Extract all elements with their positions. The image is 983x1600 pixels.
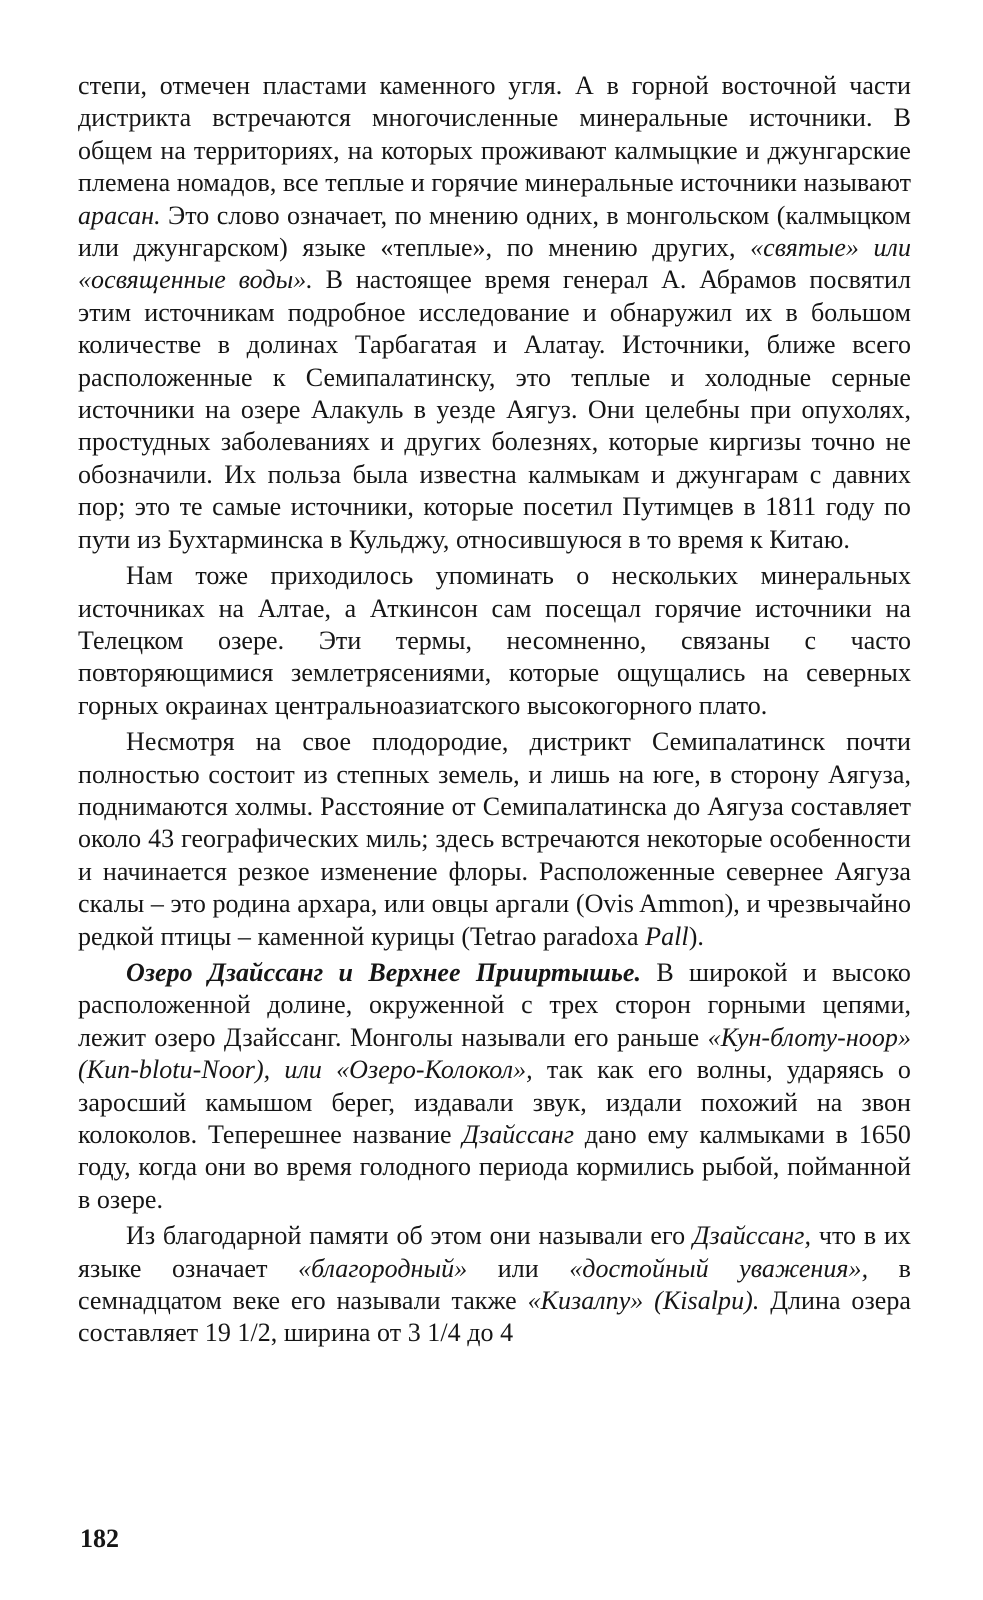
paragraph-5 <box>78 1220 911 1350</box>
text-segment: Из благодарной памяти об этом они называли его <box>126 1221 693 1251</box>
text-segment: Это слово означает, по мнению одних, в монгольском (калмыцком или джунгарском) языке «теплые», по мнению других, <box>78 200 911 263</box>
text-segment: Нам тоже приходилось упоминать о нескольких минеральных источниках на Алтае, а Аткинсон сам посещал горячие источники на Телецком озере. Эти термы, несомненно, связаны с часто повторяющимися землетрясениями, которые ощущались на северных горных окраинах центральноазиатского высокогорного плато. <box>78 561 911 720</box>
paragraph-2 <box>78 560 911 722</box>
paragraph-1 <box>78 70 911 556</box>
section-heading-inline: Озеро Дзайссанг и Верхнее Прииртышье. <box>126 957 642 987</box>
page-body <box>78 70 911 1350</box>
text-segment: В широкой и высоко расположенной долине, окруженной с трех сторон горными цепями, лежит озеро Дзайссанг. Монголы называли его раньше <box>78 957 911 1052</box>
paragraph-4 <box>78 957 911 1216</box>
text-segment: В настоящее время генерал А. Абрамов посвятил этим источникам подробное исследование и обнаружил их в большом количестве в долинах Тарбагатая и Алатау. Источники, ближе всего расположенные к Семипалатинску, это теплые и холодные серные источники на озере Алакуль в уезде Аягуз. Они целебны при опухолях, простудных заболеваниях и других болезнях, которые киргизы точно не обозначили. Их польза была известна калмыкам и джунгарам с давних пор; это те самые источники, которые посетил Путимцев в 1811 году по пути из Бухтарминска в Кульджу, относившуюся в то время к Китаю. <box>78 265 912 554</box>
text-segment: или <box>467 1253 570 1283</box>
text-segment: так как его волны, ударяясь о заросший камышом берег, издавали звук, издали похожий на звон колоколов. Теперешнее название <box>78 1055 911 1149</box>
text-segment: дано ему калмыками в 1650 году, когда они во время голодного периода кормились рыбой, пойманной в озере. <box>78 1120 911 1214</box>
text-segment: Несмотря на свое плодородие, дистрикт Семипалатинск почти полностью состоит из степных земель, и лишь на юге, в сторону Аягуза, поднимаются холмы. Расстояние от Семипалатинска до Аягуза составляет около 43 географических миль; здесь встречаются некоторые особенности и начинается резкое изменение флоры. Расположенные севернее Аягуза скалы – это родина архара, или овцы аргали (Ovis Ammon), и чрезвычайно редкой птицы – каменной курицы (Tetrao paradoxa <box>78 727 911 951</box>
page-number: 182 <box>80 1524 119 1553</box>
text-segment-italic: Pall <box>645 921 689 951</box>
text-segment-italic: «Кун-блоту-ноор» (Kun-blotu-Noor), или «Озеро-Колокол», <box>78 1022 911 1085</box>
paragraph-3 <box>78 726 911 953</box>
text-segment: в семнадцатом веке его называли также <box>78 1253 911 1316</box>
text-segment-italic: «Кизалпу» (Kisalpu). <box>527 1286 760 1316</box>
text-segment: ). <box>688 921 704 951</box>
text-segment-italic: «святые» или «освященные воды». <box>78 233 911 295</box>
text-segment: степи, отмечен пластами каменного угля. А в горной восточной части дистрикта встречаются многочисленные минеральные источники. В общем на территориях, на которых проживают калмыцкие и джунгарские племена номадов, все теплые и горячие минеральные источники называют <box>78 71 911 198</box>
text-segment-italic: арасан. <box>78 200 161 230</box>
text-segment: что в их языке означает <box>78 1221 911 1283</box>
text-segment-italic: Дзайссанг, <box>692 1221 812 1251</box>
text-segment-italic: «достойный уважения», <box>569 1253 869 1283</box>
text-segment-italic: Дзайссанг <box>462 1120 575 1149</box>
text-segment-italic: «благородный» <box>298 1253 468 1283</box>
text-segment: Длина озера составляет 19 1/2, ширина от 3 1/4 до 4 <box>78 1286 912 1348</box>
